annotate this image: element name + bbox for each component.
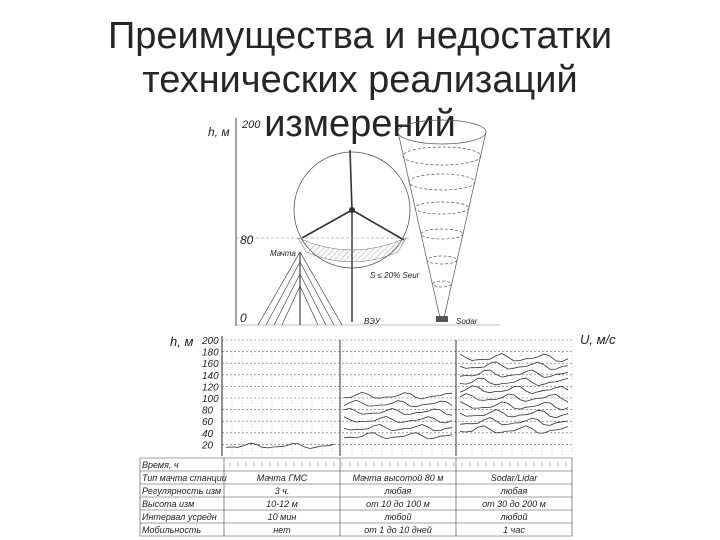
table-cell: от 30 до 200 м — [482, 499, 546, 509]
table-cell: Мачта высотой 80 м — [352, 473, 444, 483]
table-row-label: Регулярность изм — [142, 486, 222, 496]
table-row-label: Время, ч — [142, 460, 179, 470]
tick-0: 0 — [240, 311, 247, 325]
label-veu: ВЭУ — [364, 317, 380, 326]
y-tick-label: 60 — [202, 417, 214, 429]
table-row-label: Мобильность — [142, 525, 202, 535]
table-cell: любой — [384, 512, 412, 522]
table-cell: 3 ч. — [274, 486, 290, 496]
top-axis-label: h, м — [208, 125, 230, 139]
label-sodar: Sodar — [456, 317, 478, 326]
table-cell: Sodar/Lidar — [490, 473, 538, 483]
y-tick-label: 100 — [202, 394, 219, 405]
tick-200: 200 — [242, 119, 261, 131]
table-cell: 1 час — [503, 525, 525, 535]
y-tick-label: 20 — [202, 440, 214, 452]
table-cell: от 1 до 10 дней — [364, 525, 432, 535]
table-cell: 10 мин — [267, 512, 297, 522]
wind-label: S ≤ 20% Seur — [370, 271, 420, 280]
y-tick-label: 140 — [202, 370, 219, 382]
y-tick-label: 40 — [202, 428, 214, 440]
chart-x-label: U, м/с — [580, 332, 616, 347]
slide-title: Преимущества и недостатки технических реализаций измерений — [107, 15, 613, 145]
table-cell: любой — [500, 512, 528, 522]
y-tick-label: 200 — [202, 336, 219, 347]
y-tick-label: 180 — [202, 347, 219, 359]
table-row-label: Высота изм — [142, 499, 195, 509]
table-cell: нет — [273, 525, 291, 535]
table-row-label: Интервал усредн — [142, 512, 217, 522]
chart-y-label: h, м — [170, 334, 194, 349]
table-cell: 10-12 м — [266, 499, 298, 509]
table-cell: от 10 до 100 м — [366, 499, 430, 509]
table-row-label: Тип мачта станции — [142, 473, 227, 483]
y-tick-label: 160 — [202, 359, 219, 371]
table-cell: любая — [500, 486, 528, 496]
y-tick-label: 120 — [202, 382, 219, 394]
mast-label: Мачта — [270, 249, 296, 258]
table-cell: Мачта ГМС — [256, 473, 308, 483]
tick-80: 80 — [240, 233, 254, 247]
y-tick-label: 80 — [202, 405, 214, 417]
table-cell: любая — [384, 486, 412, 496]
